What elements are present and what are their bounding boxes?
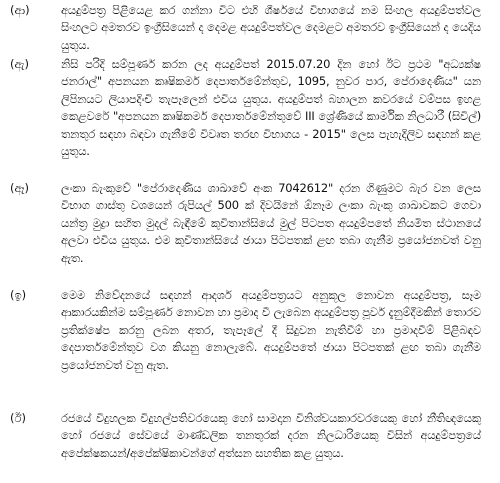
clause-text: රජයේ විදුහලක විදුහල්පතිවරයෙකු හෝ සාමදාන විනිශ්චයකාරවරයෙකු හෝ නීතිඥයෙකු හෝ රජයේ සේවයේ මාණ්ඩලික තනතුරක් දරන නිලධාරියෙකු විසින් අයදුම්පත්‍රයේ අපේක්ෂකයන්/අපේක්ෂිකාවන්ගේ අත්සන සහතික කළ යුතුය. — [61, 411, 481, 460]
clause-label: (ආ) — [10, 3, 30, 17]
clause-label: (ඊ) — [10, 411, 27, 425]
clause-text: ලංකා බැංකුවේ "පේරාදෙණිය ශාඛාවේ අංක 7042612" දරන ගිණුමට බැර වන ලෙස විභාග ගාස්තු වශයෙන් රුපියල් 500 ක් දිවයිනේ ඕනෑම ලංකා බැංකු ශාඛාවකට ගෙවා යන්ත්‍ර මුද්‍රා සහිත මුදල් බැඳීමේ කුවිතාන්සියේ මුල් පිටපත අයදුම්පතේ නියමිත ස්ථානයේ අලවා එවිය යුතුය. එම කුවිතාන්සියේ ඡායා පිටපතක් ළඟ තබා ගැනීම ප්‍රයෝජනවත් වනු ඇත. — [61, 181, 481, 265]
clause-label: (ඈ) — [10, 181, 29, 195]
clause-label: (ඇ) — [10, 57, 29, 71]
clause-text: නිසි පරිදි සම්පූර්ණ කරන ලද අයදුම්පත් 2015.07.20 දින හෝ ඊට ප්‍රථම "අධ්‍යක්ෂ ජනරාල්" අපනයන කෘෂිකර්ම දෙපාර්තමේන්තුව, 1095, නුවර පාර, පේරාදෙණිය" යන ලිපිනයට ලියාපදිංචි තැපෑලෙන් එවිය යුතුය. අයදුම්පත් බහාලන කවරයේ වම්පස ඉහළ කෙළවරේ "අපනයන කෘෂිකර්ම දෙපාර්තමේන්තුවේ III ශ්‍රේණියේ කාර්මික නිලධාරී (සිවිල්) තනතුර සඳහා බඳවා ගැනීමේ විවෘත තරඟ විභාගය - 2015" ලෙස පැහැදිලිව සඳහන් කළ යුතුය. — [61, 57, 481, 159]
clause-text: අයදුම්පත්‍ර පිළියෙළ කර ගන්නා විට එහි ශීර්ෂයේ විභාගයේ නම සිංහල අයදුම්පත්වල සිංහලට අමතරව ඉංග්‍රීසියෙන් ද දෙමළ අයදුම්පත්වල දෙමළට අමතරව ඉංග්‍රීසියෙන් ද යෙදිය යුතුය. — [61, 3, 481, 52]
clause-text: මෙම නිවේදනයේ සඳහන් ආදර්ශ අයදුම්පත්‍රයට අනුකූල නොවන අයදුම්පත්‍ර, සෑම ආකාරයකින්ම සම්පූර්ණ නොවන හා ප්‍රමාද වී ලැබෙන අයදුම්පත්‍ර පූර්ව දැනුම්දීමකින් තොරව ප්‍රතික්ෂේප කරනු ලබන අතර, තැපෑලේ දී සිදුවන නැතිවීම් හා ප්‍රමාදවීම් පිළිබඳව දෙපාර්තමේන්තුව වග කියනු නොලැබේ. අයදුම්පතේ ඡායා පිටපතක් ළඟ තබා ගැනීම ප්‍රයෝජනවත් වනු ඇත. — [61, 288, 481, 372]
clause-label: (ඉ) — [10, 288, 27, 302]
